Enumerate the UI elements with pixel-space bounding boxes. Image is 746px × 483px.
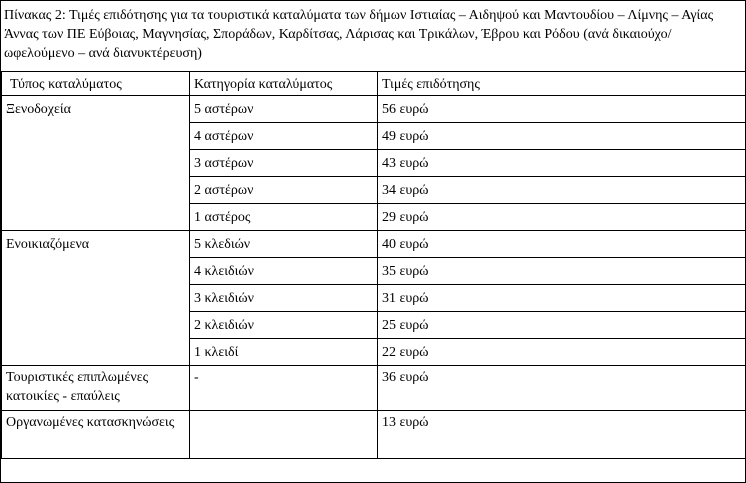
price-cell: 36 ευρώ — [378, 366, 746, 411]
category-cell: 5 αστέρων — [190, 96, 378, 123]
price-cell: 40 ευρώ — [378, 231, 746, 258]
header-accommodation-type: Τύπος καταλύματος — [2, 72, 190, 96]
header-accommodation-category: Κατηγορία καταλύματος — [190, 72, 378, 96]
category-cell: 4 αστέρων — [190, 123, 378, 150]
type-cell-hotels: Ξενοδοχεία — [2, 96, 190, 231]
type-cell-camping: Οργανωμένες κατασκηνώσεις — [2, 411, 190, 459]
price-cell: 22 ευρώ — [378, 339, 746, 366]
price-cell: 56 ευρώ — [378, 96, 746, 123]
table-caption: Πίνακας 2: Τιμές επιδότησης για τα τουριστικά καταλύματα των δήμων Ιστιαίας – Αιδηψού και Μαντουδίου – Λίμνης – Αγίας Άννας των ΠΕ Εύβοιας, Μαγνησίας, Σποράδων, Καρδίτσας, Λάρισας και Τρικάλων, Έβρου και Ρόδου (ανά δικαιούχο/ωφελούμενο – ανά διανυκτέρευση) — [4, 8, 714, 61]
category-cell: 1 κλειδί — [190, 339, 378, 366]
category-cell: 2 κλειδιών — [190, 312, 378, 339]
category-cell: 3 αστέρων — [190, 150, 378, 177]
price-cell: 29 ευρώ — [378, 204, 746, 231]
category-cell: 3 κλειδιών — [190, 285, 378, 312]
price-cell: 49 ευρώ — [378, 123, 746, 150]
table-row — [2, 411, 746, 459]
header-subsidy-price: Τιμές επιδότησης — [378, 72, 746, 96]
table-row — [2, 366, 746, 411]
table-row — [2, 96, 746, 123]
type-cell-rentals: Ενοικιαζόμενα — [2, 231, 190, 366]
category-cell: 5 κλεδιών — [190, 231, 378, 258]
price-cell: 34 ευρώ — [378, 177, 746, 204]
price-cell: 25 ευρώ — [378, 312, 746, 339]
price-cell: 31 ευρώ — [378, 285, 746, 312]
price-cell: 13 ευρώ — [378, 411, 746, 459]
price-cell: 35 ευρώ — [378, 258, 746, 285]
category-cell: 4 κλειδιών — [190, 258, 378, 285]
category-cell: 1 αστέρος — [190, 204, 378, 231]
category-cell: - — [190, 366, 378, 411]
subsidy-table — [1, 71, 746, 459]
category-cell — [190, 411, 378, 459]
table-row — [2, 231, 746, 258]
type-cell-villas: Τουριστικές επιπλωμένες κατοικίες - επαύλεις — [2, 366, 190, 411]
price-cell: 43 ευρώ — [378, 150, 746, 177]
category-cell: 2 αστέρων — [190, 177, 378, 204]
table-header-row — [2, 72, 746, 96]
